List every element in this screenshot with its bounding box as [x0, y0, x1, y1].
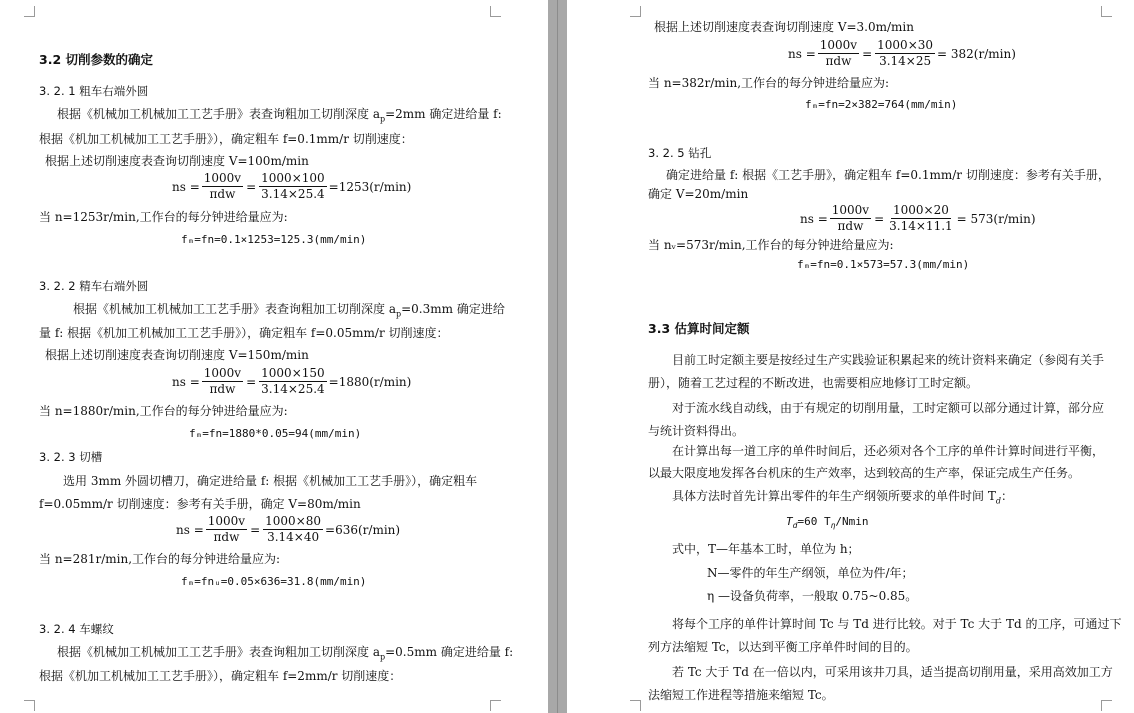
page-gutter-line: [557, 0, 558, 713]
document-page-left: [0, 0, 548, 713]
corner-mark-top-left: [24, 6, 35, 17]
formula-feed-4: fₘ=fn=2×382=764(mm/min): [805, 98, 958, 111]
corner-mark-bottom-right: [1101, 700, 1112, 711]
paragraph-line: 与统计资料得出。: [648, 424, 745, 438]
formula-spindle-speed-3: ns = $\frac{1000v}{\text{πdw}}$ = $\frac{1000\times 80}{3.14\times 40}$ =636(r/min): [176, 514, 401, 544]
formula-feed-2: fₘ=fn=1880*0.05=94(mm/min): [189, 427, 362, 440]
paragraph-line: 当 nᵥ=573r/min,工作台的每分钟进给量应为:: [648, 238, 894, 252]
formula-unit-time: $T_d=60$ $T_\eta$/Nmin: [786, 515, 869, 531]
formula-spindle-speed-1: ns = $\frac{1000v}{\text{πdw}}$ = $\frac{1000\times 100}{3.14\times 25.4}$ =1253(r/min): [172, 171, 412, 201]
paragraph-line: 根据上述切削速度表查询切削速度 V=100m/min: [45, 154, 309, 168]
subsection-heading-3-2-2: 3. 2. 2 精车右端外圆: [39, 279, 149, 293]
formula-spindle-speed-2: ns = $\frac{1000v}{\text{πdw}}$ = $\frac{1000\times 150}{3.14\times 25.4}$ =1880(r/min): [172, 366, 412, 396]
subsection-heading-3-2-4: 3. 2. 4 车螺纹: [39, 622, 114, 636]
document-page-right: [567, 0, 1134, 713]
paragraph-line: 在计算出每一道工序的单件时间后，还必须对各个工序的单件计算时间进行平衡，: [672, 444, 1105, 458]
corner-mark-top-right: [1101, 6, 1112, 17]
formula-spindle-speed-4: ns = $\frac{1000v}{\text{πdw}}$ = $\frac{1000\times 30}{3.14\times 25}$ = 382(r/min): [788, 38, 1016, 68]
paragraph-line: N—零件的年生产纲领，单位为件/年；: [707, 566, 914, 580]
paragraph-line: 当 n=281r/min,工作台的每分钟进给量应为:: [39, 552, 281, 566]
paragraph-line: 当 n=1880r/min,工作台的每分钟进给量应为:: [39, 404, 288, 418]
paragraph-line: 根据上述切削速度表查询切削速度 V=3.0m/min: [654, 20, 914, 34]
paragraph-line: 式中，T—年基本工时，单位为 h；: [672, 542, 860, 556]
subsection-heading-3-2-3: 3. 2. 3 切槽: [39, 450, 103, 464]
formula-feed-3: fₘ=fnᵤ=0.05×636=31.8(mm/min): [181, 575, 367, 588]
paragraph-line: 根据《机械加工机械加工工艺手册》表查询粗加工切削深度 $a_p=0.5mm$ 确定进给量 f:: [57, 645, 514, 662]
paragraph-line: 根据上述切削速度表查询切削速度 V=150m/min: [45, 348, 309, 362]
paragraph-line: 根据《机械加工机械加工工艺手册》表查询粗加工切削深度 $a_p=2mm$ 确定进给量 f:: [57, 107, 502, 124]
paragraph-line: 册），随着工艺过程的不断改进，也需要相应地修订工时定额。: [648, 376, 979, 390]
corner-mark-bottom-left: [24, 700, 35, 711]
paragraph-line: 法缩短工作进程等措施来缩短 Tc。: [648, 688, 834, 702]
paragraph-line: 对于流水线自动线，由于有规定的切削用量，工时定额可以部分通过计算，部分应: [672, 401, 1105, 415]
paragraph-line: 若 Tc 大于 Td 在一倍以内，可采用该井刀具，适当提高切削用量，采用高效加工方: [672, 665, 1113, 679]
formula-feed-1: fₘ=fn=0.1×1253=125.3(mm/min): [181, 233, 367, 246]
paragraph-line: 量 f: 根据《机加工机械加工工艺手册》），确定粗车 f=0.05mm/r 切削速度：: [39, 326, 449, 340]
formula-spindle-speed-5: ns = $\frac{1000v}{\text{πdw}}$ = $\frac{1000\times 20}{3.14\times 11.1}$ = 573(r/min): [800, 203, 1036, 233]
corner-mark-bottom-left: [630, 700, 641, 711]
paragraph-line: 将每个工序的单件计算时间 Tc 与 Td 进行比较。对于 Tc 大于 Td 的工序，可通过下: [672, 617, 1122, 631]
paragraph-line: 选用 3mm 外圆切槽刀，确定进给量 f: 根据《机械加工工艺手册》），确定粗车: [63, 474, 478, 488]
paragraph-line: f=0.05mm/r 切削速度：参考有关手册，确定 V=80m/min: [39, 497, 361, 511]
corner-mark-top-left: [630, 6, 641, 17]
paragraph-line: 以最大限度地发挥各台机床的生产效率，达到较高的生产率，保证完成生产任务。: [648, 466, 1081, 480]
corner-mark-top-right: [490, 6, 501, 17]
subsection-heading-3-2-1: 3. 2. 1 粗车右端外圆: [39, 84, 149, 98]
paragraph-line: 根据《机加工机械加工工艺手册》），确定粗车 f=2mm/r 切削速度：: [39, 669, 402, 683]
section-heading-3-2: 3.2 切削参数的确定: [39, 52, 153, 67]
paragraph-line: 列方法缩短 Tc，以达到平衡工序单件时间的目的。: [648, 640, 918, 654]
corner-mark-bottom-right: [490, 700, 501, 711]
formula-feed-5: fₘ=fn=0.1×573=57.3(mm/min): [797, 258, 970, 271]
paragraph-line: η —设备负荷率，一般取 0.75~0.85。: [707, 589, 918, 603]
paragraph-line: 确定 V=20m/min: [648, 187, 749, 201]
paragraph-line: 具体方法时首先计算出零件的年生产纲领所要求的单件时间 $T_d$：: [672, 489, 1013, 506]
subsection-heading-3-2-5: 3. 2. 5 钻孔: [648, 146, 712, 160]
paragraph-line: 目前工时定额主要是按经过生产实践验证积累起来的统计资料来确定（参阅有关手: [672, 353, 1105, 367]
paragraph-line: 确定进给量 f: 根据《工艺手册》，确定粗车 f=0.1mm/r 切削速度：参考有关手册，: [666, 168, 1110, 182]
section-heading-3-3: 3.3 估算时间定额: [648, 321, 750, 336]
paragraph-line: 当 n=1253r/min,工作台的每分钟进给量应为:: [39, 210, 288, 224]
paragraph-line: 根据《机械加工机械加工工艺手册》表查询粗加工切削深度 $a_p=0.3mm$ 确定进给: [73, 302, 505, 319]
paragraph-line: 当 n=382r/min,工作台的每分钟进给量应为:: [648, 76, 890, 90]
paragraph-line: 根据《机加工机械加工工艺手册》），确定粗车 f=0.1mm/r 切削速度：: [39, 132, 413, 146]
